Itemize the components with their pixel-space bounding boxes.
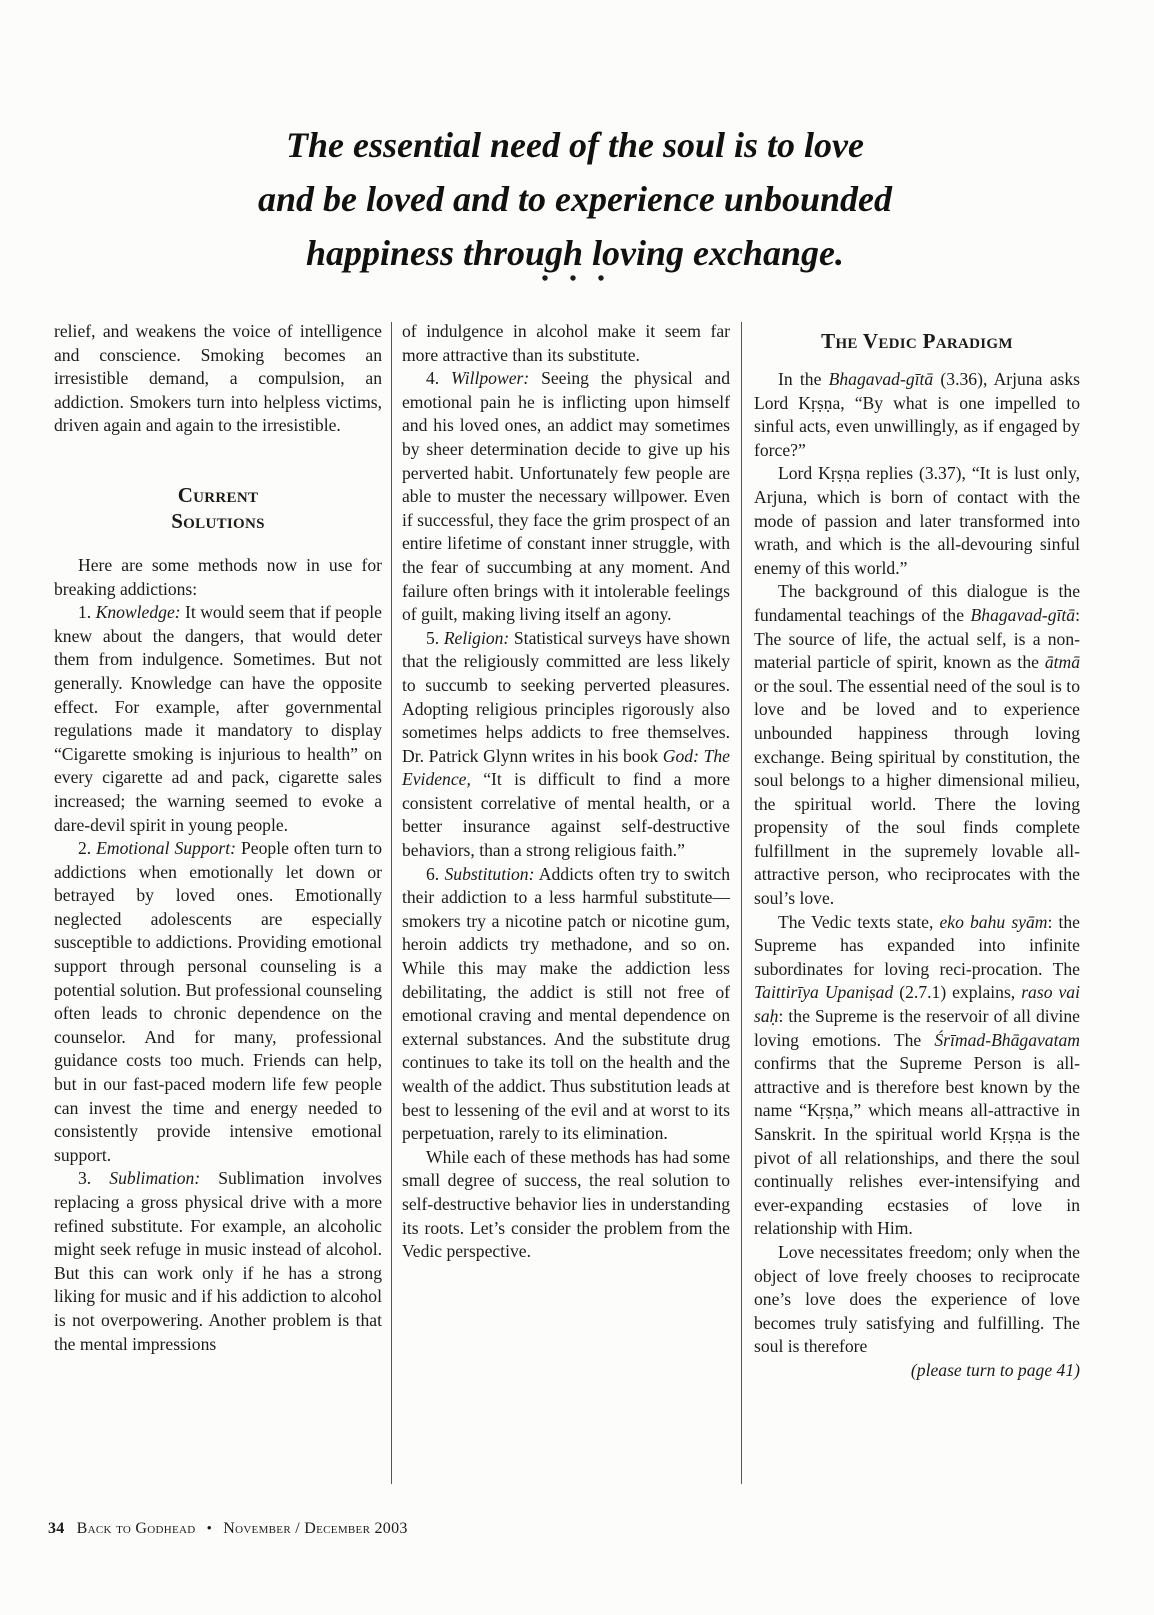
- list-number: 5.: [426, 627, 444, 648]
- paragraph-text: People often turn to addictions when emotionally let down or betrayed by loved ones. Emotionally neglected adolescents are especially susceptible to addictions. Providing emotional support through personal counseling is a potential solution. But professional counseling often leads to chronic dependence on the counselor. And for many, professional guidance costs too much. Friends can help, but in our fast-paced modern life few people can invest the time and energy needed to consistently provide intensive emotional support.: [54, 838, 382, 1165]
- paragraph-religion: [402, 627, 730, 863]
- paragraph: Love necessitates freedom; only when the object of love freely chooses to reciprocate one’s love does the experience of love becomes truly satisfying and fulfilling. The soul is therefore: [754, 1241, 1080, 1357]
- ornament-dots: • • •: [541, 268, 613, 290]
- paragraph: While each of these methods has had some small degree of success, the real solution to self-destructive behavior lies in understanding its roots. Let’s consider the problem from the Vedic perspective.: [402, 1146, 730, 1262]
- paragraph-text: : the Supreme is the reservoir of all divine loving emotions. The: [754, 1006, 1080, 1050]
- section-heading-current-solutions: [54, 482, 382, 534]
- heading-line: Solutions: [171, 508, 265, 533]
- paragraph: [754, 368, 1080, 462]
- paragraph-emotional-support: [54, 837, 382, 1167]
- paragraph-text: confirms that the Supreme Person is all-attractive and is therefore best known by the name “Kṛṣṇa,” which means all-attractive in Sanskrit. In the spiritual world Kṛṣṇa is the pivot of all relationships, and there the soul continually relishes ever-intensifying and ever-expanding ecstasies of love in relationship with Him.: [754, 1053, 1080, 1239]
- issue-date: November / December 2003: [223, 1520, 408, 1537]
- column-2: [402, 320, 730, 1264]
- paragraph-text: : the Supreme has expanded into infinite subordinates for loving reci-procation. The: [754, 911, 1080, 979]
- paragraph-text: In the: [778, 369, 829, 389]
- paragraph-text: (2.7.1) explains,: [893, 982, 1022, 1003]
- method-label: Willpower:: [451, 368, 530, 389]
- method-label: Sublimation:: [109, 1168, 201, 1189]
- method-label: Substitution:: [444, 863, 535, 884]
- paragraph: [754, 580, 1080, 910]
- paragraph-text: Seeing the physical and emotional pain he is inflicting upon himself and his loved ones, an addict may sometimes by sheer determination decide to give up his perverted habit. Unfortunately few people are able to muster the necessary willpower. Even if successful, they face the grim prospect of an entire lifetime of constant inner struggle, with the fear of succumbing at any moment. And failure often brings with it intolerable feelings of guilt, making living itself an agony.: [402, 368, 730, 625]
- heading-line: Current: [177, 482, 259, 507]
- sanskrit-term: ātmā: [1044, 652, 1080, 673]
- list-number: 6.: [426, 863, 445, 884]
- paragraph: [754, 911, 1080, 1241]
- paragraph: Here are some methods now in use for breaking addictions:: [54, 554, 382, 599]
- column-divider: [391, 322, 392, 1484]
- scripture-title: Śrīmad-Bhāgavatam: [934, 1029, 1080, 1050]
- paragraph-sublimation: [54, 1167, 382, 1356]
- column-1: [54, 320, 382, 1356]
- list-number: 1.: [78, 602, 96, 623]
- paragraph-text: “It is difficult to find a more consistent correlative of mental health, or a better insurance against self-destructive behaviors, than a strong religious faith.”: [402, 769, 730, 861]
- paragraph-substitution: [402, 863, 730, 1146]
- magazine-name: Back to Godhead: [76, 1520, 196, 1537]
- book-title: God: The Evidence,: [402, 745, 730, 790]
- pull-quote-line: happiness through loving exchange.: [305, 233, 845, 273]
- paragraph-text: or the soul. The essential need of the soul is to love and be loved and to experience unbounded happiness through loving exchange. Being spiritual by constitution, the soul belongs to a higher dimensional milieu, the spiritual world. There the loving propensity of the soul finds complete fulfillment in the supremely lovable all-attractive person, who reciprocates with the soul’s love.: [754, 675, 1080, 909]
- scripture-title: Taittirīya Upaniṣad: [754, 982, 894, 1003]
- method-label: Emotional Support:: [96, 838, 237, 859]
- paragraph-text: Statistical surveys have shown that the religiously committed are less likely to succumb to seeking perverted pleasures. Adopting religious principles rigorously also sometimes helps addicts to free themselves. Dr. Patrick Glynn writes in his book: [402, 627, 731, 766]
- column-3: [754, 318, 1080, 1383]
- page-footer: [48, 1520, 408, 1538]
- paragraph: Lord Kṛṣṇa replies (3.37), “It is lust only, Arjuna, which is born of contact with the mode of passion and later transformed into wrath, and which is the all-devouring sinful enemy of this world.”: [754, 463, 1080, 578]
- separator-bullet: •: [206, 1521, 213, 1537]
- paragraph-text: : The source of life, the actual self, is a non-material particle of spirit, known as the: [754, 604, 1080, 673]
- list-number: 3.: [78, 1168, 110, 1189]
- continued-notice: (please turn to page 41): [910, 1359, 1080, 1380]
- list-number: 4.: [426, 368, 452, 389]
- pull-quote-line: The essential need of the soul is to love: [286, 125, 864, 165]
- page-number: 34: [48, 1520, 65, 1537]
- section-heading-vedic-paradigm: The Vedic Paradigm: [821, 329, 1013, 353]
- list-number: 2.: [78, 838, 97, 859]
- pull-quote-line: and be loved and to experience unbounded: [258, 179, 892, 219]
- sanskrit-term: raso vai saḥ: [754, 982, 1080, 1027]
- method-label: Religion:: [443, 627, 510, 648]
- paragraph-text: The background of this dialogue is the fundamental teachings of the: [754, 581, 1080, 625]
- paragraph-text: Sublimation involves replacing a gross physical drive with a more refined substitute. For example, an alcoholic might seek refuge in music instead of alcohol. But this can work only if he has a strong liking for music and if his addiction to alcohol is not overpowering. Another problem is that the mental impressions: [54, 1168, 382, 1354]
- column-divider: [741, 322, 742, 1484]
- scripture-title: Bhagavad-gītā: [828, 369, 934, 389]
- scripture-title: Bhagavad-gītā: [970, 604, 1076, 625]
- paragraph-text: (3.36), Arjuna asks Lord Kṛṣṇa, “By what is one impelled to sinful acts, even unwillingly, as if engaged by force?”: [754, 369, 1080, 460]
- paragraph-text: It would seem that if people knew about the dangers, that would deter them from indulgence. Sometimes. But not generally. Knowledge can have the opposite effect. For example, after governmental regulations made it mandatory to display “Cigarette smoking is injurious to health” on every cigarette ad and pack, cigarette sales increased; the warning seemed to evoke a dare-devil spirit in young people.: [54, 602, 382, 835]
- paragraph-knowledge: [54, 601, 382, 837]
- sanskrit-term: eko bahu syām: [939, 911, 1048, 932]
- paragraph-text: The Vedic texts state,: [778, 911, 940, 932]
- paragraph-text: Addicts often try to switch their addiction to a less harmful substitute—smokers try a nicotine patch or nicotine gum, heroin addicts try methadone, and so on. While this may make the addiction less debilitating, the addict is still not free of emotional craving and mental dependence on external substances. And the substitute drug continues to take its toll on the health and the wealth of the addict. Thus substitution leads at best to lessening of the evil and at worst to its perpetuation, rarely to its elimination.: [402, 863, 730, 1144]
- paragraph: relief, and weakens the voice of intelligence and conscience. Smoking becomes an irresistible demand, a compulsion, an addiction. Smokers turn into helpless victims, driven again and again to the irresistible.: [54, 321, 382, 436]
- paragraph-willpower: [402, 367, 730, 627]
- paragraph: of indulgence in alcohol make it seem far more attractive than its substitute.: [402, 321, 730, 365]
- method-label: Knowledge:: [95, 602, 181, 623]
- pull-quote: [150, 118, 1000, 280]
